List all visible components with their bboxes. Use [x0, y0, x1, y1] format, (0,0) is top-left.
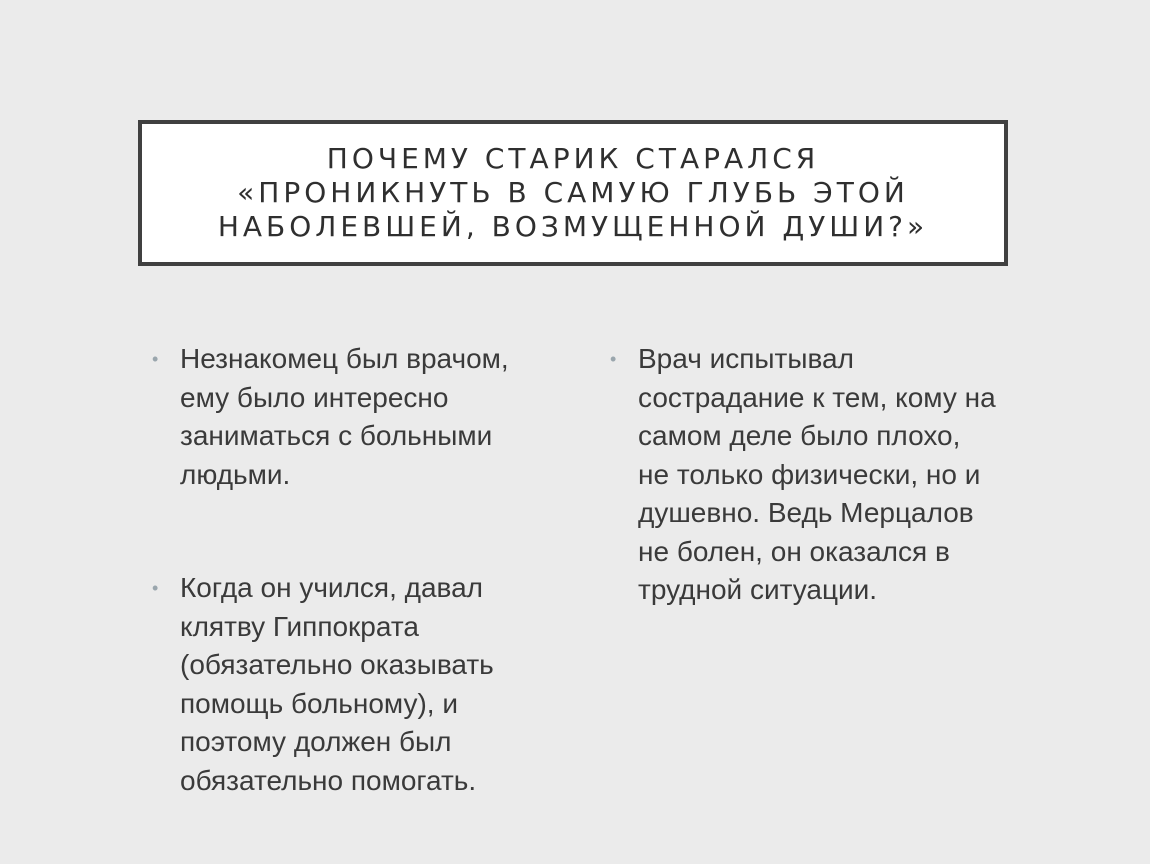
bullet-dot-icon: •: [152, 578, 159, 598]
right-column: [608, 340, 998, 610]
list-item: [150, 340, 540, 494]
left-column: [150, 340, 540, 800]
bullet-dot-icon: •: [152, 349, 159, 369]
list-item-text: Незнакомец был врачом, ему было интересно заниматься с больными людьми.: [180, 343, 509, 490]
list-item: [150, 569, 540, 800]
bullet-dot-icon: •: [610, 349, 617, 369]
title-box: [138, 120, 1008, 266]
list-item: [608, 340, 998, 610]
slide-title: ПОЧЕМУ СТАРИК СТАРАЛСЯ «ПРОНИКНУТЬ В САМУЮ ГЛУБЬ ЭТОЙ НАБОЛЕВШЕЙ, ВОЗМУЩЕННОЙ ДУШИ?»: [217, 142, 929, 243]
list-item-text: Когда он учился, давал клятву Гиппократа (обязательно оказывать помощь больному), и поэтому должен был обязательно помогать.: [180, 572, 494, 796]
list-item-text: Врач испытывал сострадание к тем, кому на самом деле было плохо, не только физически, но и душевно. Ведь Мерцалов не болен, он оказался в трудной ситуации.: [638, 343, 996, 605]
